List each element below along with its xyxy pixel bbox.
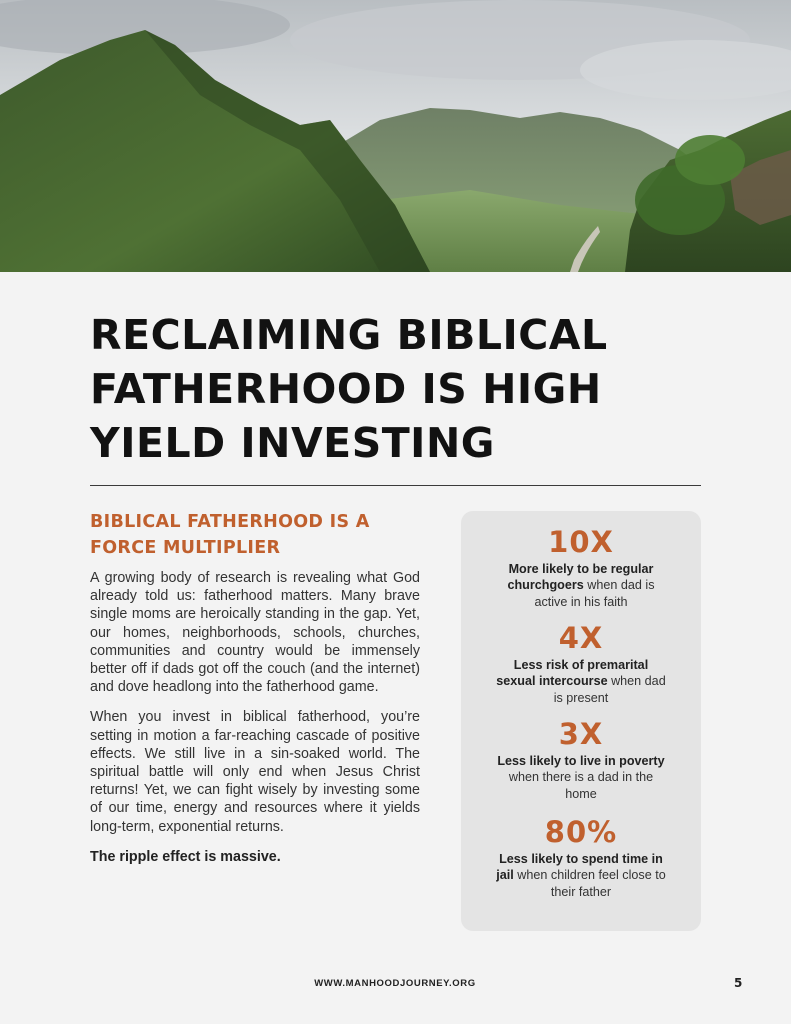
page-title-line: RECLAIMING BIBLICAL <box>90 311 608 359</box>
body-text-column <box>90 569 420 878</box>
stat-description-rest: when children feel close to their father <box>513 868 666 899</box>
stat-value: 80% <box>544 815 618 849</box>
hero-image <box>0 0 791 272</box>
stat-value: 4X <box>558 621 604 655</box>
stat-description-bold: Less likely to live in poverty <box>497 754 665 768</box>
page-title <box>90 308 700 470</box>
stat-description <box>494 561 669 610</box>
stat-description-bold: Less risk of premarital sexual intercourse <box>496 658 649 689</box>
body-paragraph: A growing body of research is revealing what God already told us: fatherhood matters. Many brave single moms are heroically standing in the gap. Yet, our homes, neighborhoods, schools, churches, communities and country would be immensely better off if dads got off the couch (and the internet) and dove headlong into the fatherhood game. <box>90 570 420 696</box>
stat-item <box>461 815 701 900</box>
stat-description-bold: Less likely to spend time in jail <box>496 852 663 883</box>
mountain-landscape-photo <box>0 0 791 272</box>
page-number: 5 <box>734 976 743 990</box>
stat-item <box>461 525 701 610</box>
section-subheading <box>90 509 430 561</box>
stat-description-rest: when dad is present <box>553 674 666 705</box>
stat-description <box>494 657 669 706</box>
body-paragraph: When you invest in biblical fatherhood, you’re setting in motion a far-reaching cascade of positive effects. We still live in a sin-soaked world. The spiritual battle will only end when Jesus Christ returns! Yet, we can fight wisely by investing some of our time, energy and resources where it yields long-term, exponential returns. <box>90 709 420 835</box>
stat-description-rest: when dad is active in his faith <box>534 578 655 609</box>
page-title-line: YIELD INVESTING <box>90 419 495 467</box>
subheading-line: BIBLICAL FATHERHOOD IS A <box>90 512 370 532</box>
stat-item <box>461 717 701 802</box>
subheading-line: FORCE MULTIPLIER <box>90 538 281 558</box>
footer-website-link[interactable]: WWW.MANHOODJOURNEY.ORG <box>314 978 476 989</box>
stat-description <box>494 753 669 802</box>
stat-description-rest: when there is a dad in the home <box>508 770 654 801</box>
stat-value: 10X <box>548 525 614 559</box>
stat-value: 3X <box>558 717 604 751</box>
statistics-panel <box>461 511 701 931</box>
stat-description-bold: More likely to be regular churchgoers <box>507 562 654 593</box>
page-title-line: FATHERHOOD IS HIGH <box>90 365 602 413</box>
stat-description <box>494 851 669 900</box>
title-divider <box>90 485 701 486</box>
closing-statement: The ripple effect is massive. <box>90 848 281 865</box>
stat-item <box>461 621 701 706</box>
